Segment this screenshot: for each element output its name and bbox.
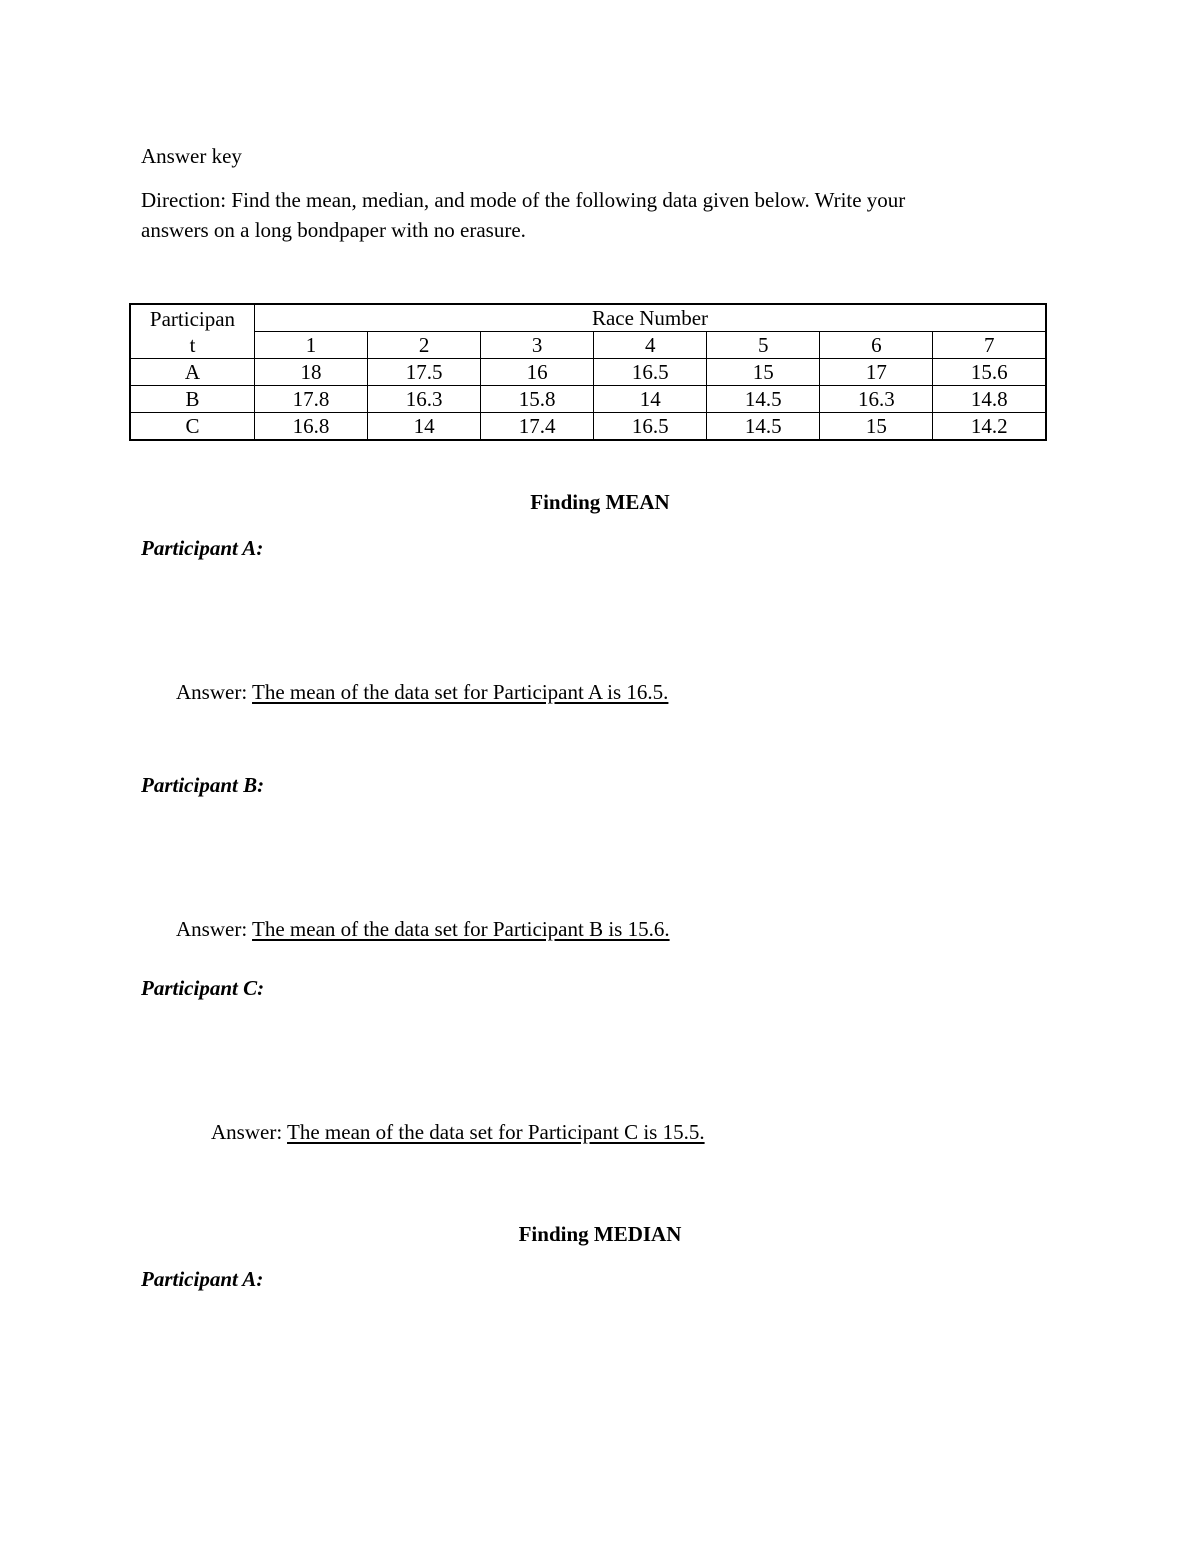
mean-answer-c (211, 1120, 705, 1145)
participant-cell: B (130, 386, 255, 413)
race-data-table (129, 303, 1047, 441)
value-cell: 14 (594, 386, 707, 413)
participant-cell: C (130, 413, 255, 441)
participant-cell: A (130, 359, 255, 386)
race-number-cell: 2 (368, 332, 481, 359)
value-cell: 14.8 (933, 386, 1046, 413)
participant-header-line-1: Participan (149, 306, 236, 331)
value-cell: 15.8 (481, 386, 594, 413)
race-number-header-cell: Race Number (255, 304, 1047, 332)
value-cell: 16.8 (255, 413, 368, 441)
value-cell: 16.3 (820, 386, 933, 413)
answer-prefix: Answer: (211, 1120, 288, 1144)
value-cell: 15 (707, 359, 820, 386)
race-number-cell: 1 (255, 332, 368, 359)
value-cell: 17.5 (368, 359, 481, 386)
value-cell: 14.5 (707, 413, 820, 441)
value-cell: 17 (820, 359, 933, 386)
answer-value: The mean of the data set for Participant C is 15.5. (287, 1120, 705, 1144)
value-cell: 18 (255, 359, 368, 386)
median-participant-a-label: Participant A: (141, 1267, 264, 1291)
value-cell: 14.2 (933, 413, 1046, 441)
race-number-cell: 6 (820, 332, 933, 359)
value-cell: 17.8 (255, 386, 368, 413)
value-cell: 16.3 (368, 386, 481, 413)
value-cell: 14.5 (707, 386, 820, 413)
table-row (130, 359, 1046, 386)
mean-participant-c-label: Participant C: (141, 976, 265, 1000)
value-cell: 15.6 (933, 359, 1046, 386)
value-cell: 16.5 (594, 413, 707, 441)
table-row (130, 386, 1046, 413)
table-header-row (130, 304, 1046, 332)
direction-line-1: Direction: Find the mean, median, and mode of the following data given below. Write your (141, 188, 906, 212)
race-number-cell: 3 (481, 332, 594, 359)
mean-heading: Finding MEAN (530, 490, 670, 514)
value-cell: 16.5 (594, 359, 707, 386)
mean-answer-a (176, 680, 668, 705)
document-title: Answer key (141, 144, 242, 168)
median-heading: Finding MEDIAN (518, 1222, 682, 1246)
answer-prefix: Answer: (176, 680, 253, 704)
value-cell: 17.4 (481, 413, 594, 441)
mean-participant-a-label: Participant A: (141, 536, 264, 560)
value-cell: 16 (481, 359, 594, 386)
answer-value: The mean of the data set for Participant A is 16.5. (252, 680, 669, 704)
participant-header-cell (130, 304, 255, 359)
race-number-cell: 5 (707, 332, 820, 359)
race-number-cell: 4 (594, 332, 707, 359)
participant-header-line-2: t (189, 332, 196, 357)
answer-prefix: Answer: (176, 917, 253, 941)
answer-value: The mean of the data set for Participant B is 15.6. (252, 917, 670, 941)
table-row (130, 413, 1046, 441)
race-number-row (130, 332, 1046, 359)
mean-answer-b (176, 917, 670, 942)
value-cell: 14 (368, 413, 481, 441)
direction-line-2: answers on a long bondpaper with no erasure. (141, 218, 526, 242)
race-number-cell: 7 (933, 332, 1046, 359)
value-cell: 15 (820, 413, 933, 441)
mean-participant-b-label: Participant B: (141, 773, 265, 797)
